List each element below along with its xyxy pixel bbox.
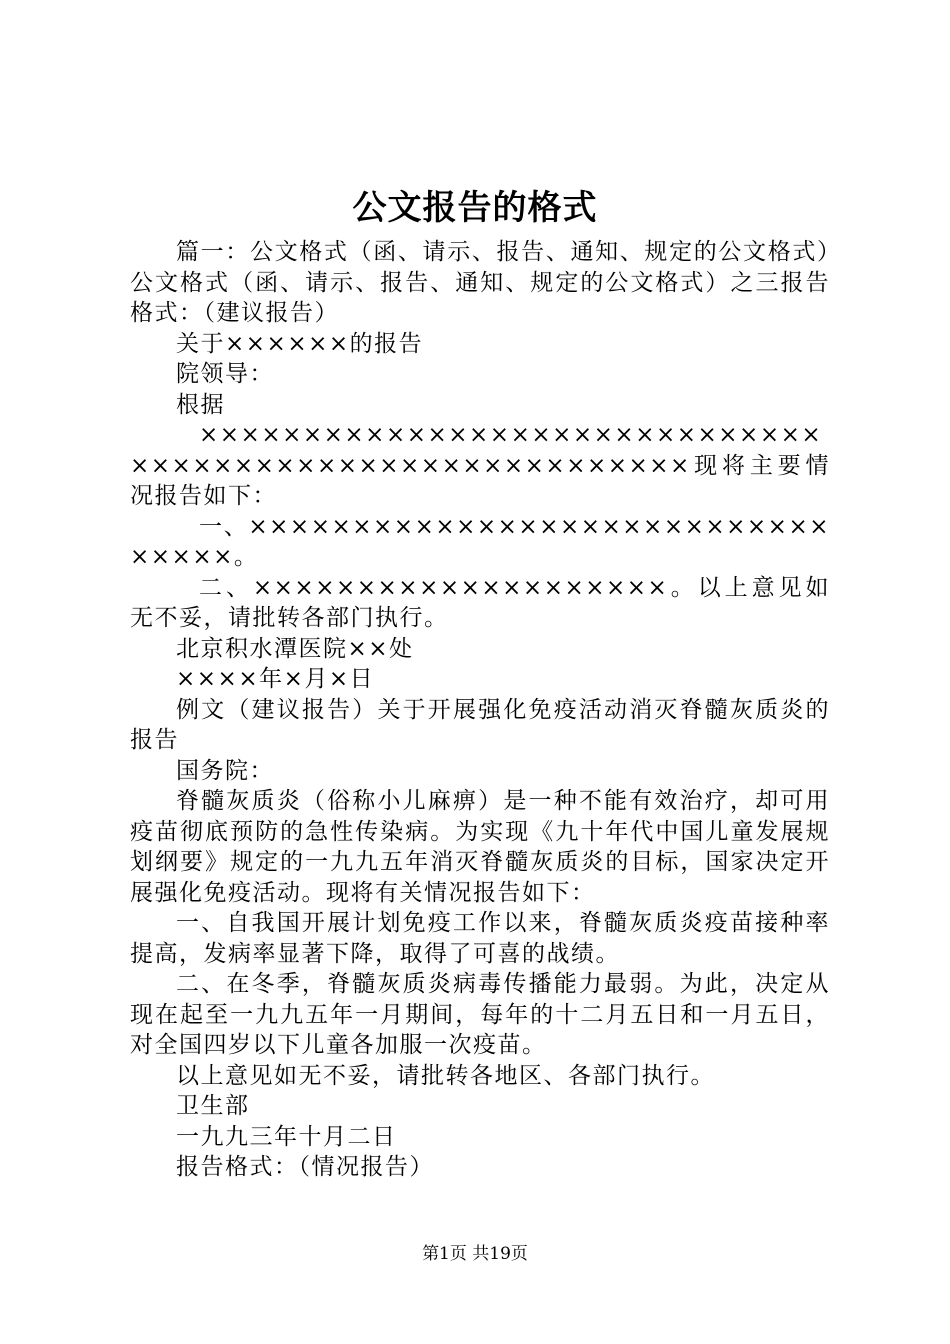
paragraph-addressee: 院领导： [176, 361, 274, 387]
document-body [130, 237, 830, 1183]
paragraph-item-one: 一、×××××××××××××××××××××××××××××××××。 [130, 513, 830, 570]
paragraph-intro: 篇一：公文格式（函、请示、报告、通知、规定的公文格式）公文格式（函、请示、报告、通知、规定的公文格式）之三报告格式：（建议报告） [130, 239, 830, 326]
paragraph-example-item-one: 一、自我国开展计划免疫工作以来，脊髓灰质炎疫苗接种率提高，发病率显著下降，取得了可喜的战绩。 [130, 910, 830, 967]
paragraph-example-item-two: 二、在冬季，脊髓灰质炎病毒传播能力最弱。为此，决定从现在起至一九九五年一月期间，每年的十二月五日和一月五日，对全国四岁以下儿童各加服一次疫苗。 [130, 971, 830, 1058]
paragraph-example-issuer: 卫生部 [176, 1093, 250, 1119]
paragraph-basis-content: ×××××××××××××××××××××××××××××××××××××××××××××××××××××××××现将主要情况报告如下： [130, 422, 830, 509]
page-footer: 第1页 共19页 [422, 1244, 528, 1264]
paragraph-example-body: 脊髓灰质炎（俗称小儿麻痹）是一种不能有效治疗，却可用疫苗彻底预防的急性传染病。为实现《九十年代中国儿童发展规划纲要》规定的一九九五年消灭脊髓灰质炎的目标，国家决定开展强化免疫活动。现将有关情况报告如下： [130, 788, 830, 906]
paragraph-example-title: 例文（建议报告）关于开展强化免疫活动消灭脊髓灰质炎的报告 [130, 696, 830, 753]
paragraph-example-date: 一九九三年十月二日 [176, 1123, 397, 1150]
paragraph-issuer: 北京积水潭医院××处 [176, 635, 414, 662]
paragraph-basis: 根据 [176, 391, 225, 418]
paragraph-report-heading: 关于××××××的报告 [176, 330, 424, 357]
paragraph-example-addressee: 国务院： [176, 757, 274, 784]
document-title: 公文报告的格式 [352, 188, 598, 228]
paragraph-item-two: 二、××××××××××××××××××××。以上意见如无不妥，请批转各部门执行。 [130, 574, 830, 631]
paragraph-date: ××××年×月×日 [176, 666, 375, 692]
paragraph-example-closing: 以上意见如无不妥，请批转各地区、各部门执行。 [176, 1062, 715, 1089]
paragraph-next-section: 报告格式：（情况报告） [176, 1154, 434, 1180]
